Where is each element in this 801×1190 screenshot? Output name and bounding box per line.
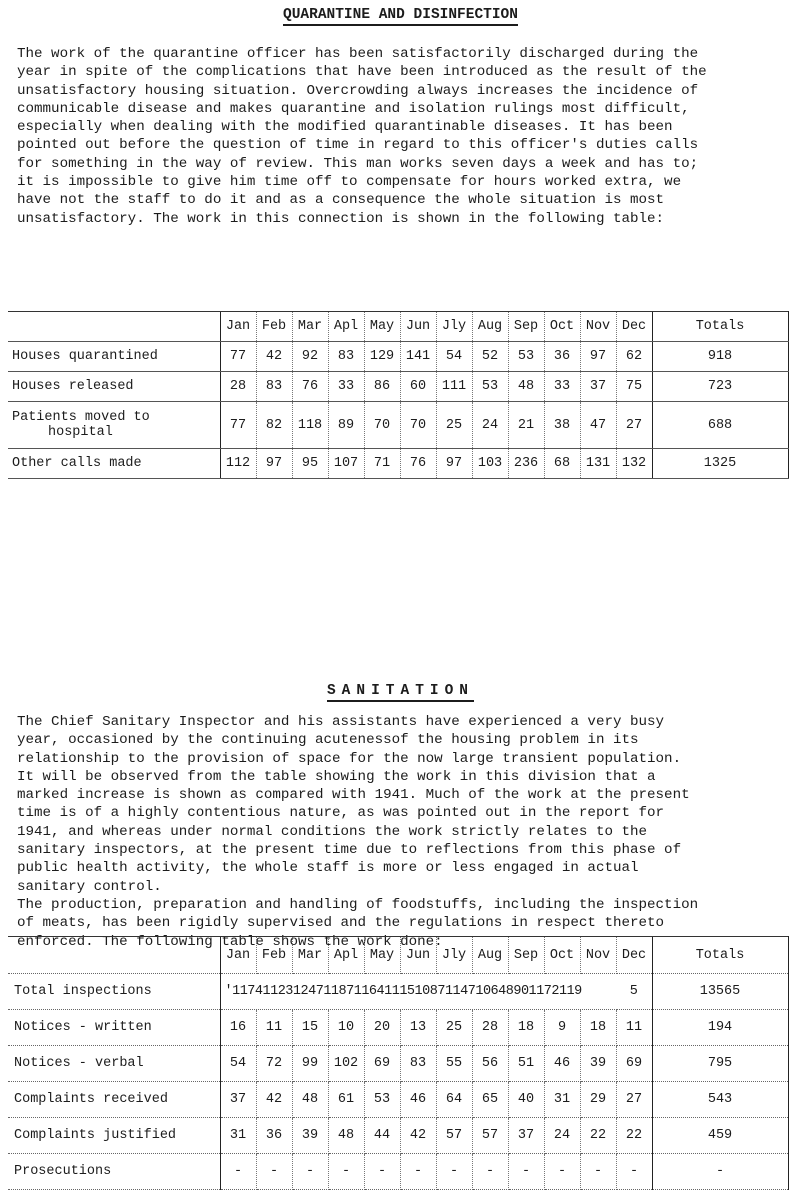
cell: - bbox=[472, 1154, 508, 1190]
month-header: May bbox=[364, 937, 400, 974]
total-cell: 918 bbox=[652, 342, 788, 372]
cell: 33 bbox=[544, 372, 580, 402]
merged-inspection-values: '1174112312471187116411151087114710648901172119 bbox=[220, 974, 616, 1010]
cell: 11 bbox=[616, 1010, 652, 1046]
sanitation-heading: SANITATION bbox=[0, 683, 801, 699]
cell: 72 bbox=[256, 1046, 292, 1082]
cell: - bbox=[256, 1154, 292, 1190]
month-header: Oct bbox=[544, 312, 580, 342]
cell: 42 bbox=[256, 1082, 292, 1118]
month-header: Feb bbox=[256, 937, 292, 974]
month-header: Jly bbox=[436, 312, 472, 342]
cell: - bbox=[580, 1154, 616, 1190]
cell: 28 bbox=[220, 372, 256, 402]
cell: 42 bbox=[256, 342, 292, 372]
cell: 38 bbox=[544, 402, 580, 449]
cell: 89 bbox=[328, 402, 364, 449]
month-header: Sep bbox=[508, 937, 544, 974]
cell: 60 bbox=[400, 372, 436, 402]
cell: 11 bbox=[256, 1010, 292, 1046]
month-header: Aug bbox=[472, 312, 508, 342]
cell: 118 bbox=[292, 402, 328, 449]
table-header-row bbox=[8, 937, 788, 974]
cell: 97 bbox=[256, 449, 292, 479]
cell: 64 bbox=[436, 1082, 472, 1118]
total-cell: 723 bbox=[652, 372, 788, 402]
month-header: May bbox=[364, 312, 400, 342]
cell: 141 bbox=[400, 342, 436, 372]
cell: 29 bbox=[580, 1082, 616, 1118]
cell: 27 bbox=[616, 402, 652, 449]
cell: 25 bbox=[436, 402, 472, 449]
row-label-line: hospital bbox=[48, 425, 113, 440]
cell: 54 bbox=[436, 342, 472, 372]
cell: 24 bbox=[472, 402, 508, 449]
quarantine-table bbox=[8, 311, 789, 479]
row-label: Houses released bbox=[8, 372, 220, 402]
cell: 37 bbox=[508, 1118, 544, 1154]
cell: 37 bbox=[220, 1082, 256, 1118]
month-header: Jan bbox=[220, 937, 256, 974]
month-header: Aug bbox=[472, 937, 508, 974]
row-label-line: Patients moved to bbox=[12, 410, 150, 425]
cell: 37 bbox=[580, 372, 616, 402]
month-header: Jun bbox=[400, 312, 436, 342]
cell: 40 bbox=[508, 1082, 544, 1118]
month-header: Dec bbox=[616, 937, 652, 974]
cell: 36 bbox=[256, 1118, 292, 1154]
cell: 69 bbox=[616, 1046, 652, 1082]
month-header: Jun bbox=[400, 937, 436, 974]
cell: 97 bbox=[436, 449, 472, 479]
row-label: Prosecutions bbox=[8, 1154, 220, 1190]
cell: 39 bbox=[292, 1118, 328, 1154]
cell: 46 bbox=[544, 1046, 580, 1082]
row-label: Complaints justified bbox=[8, 1118, 220, 1154]
cell: 86 bbox=[364, 372, 400, 402]
cell: 53 bbox=[508, 342, 544, 372]
cell: 46 bbox=[400, 1082, 436, 1118]
cell: 82 bbox=[256, 402, 292, 449]
table-row bbox=[8, 974, 788, 1010]
sanitation-paragraph: The Chief Sanitary Inspector and his assistants have experienced a very busy year, occasioned by the continuing acutenessof the housing problem in its relationship to the provision of space for the now large transient population. It will be observed from the table showing the work in this division that a marked increase is shown as compared with 1941. Much of the work at the present time is of a highly contentious nature, as was pointed out in the report for 1941, and whereas under normal conditions the work strictly relates to the sanitary inspectors, at the present time due to reflections from this phase of public health activity, the whole staff is more or less engaged in actual sanitary control. The production, preparation and handling of foodstuffs, including the inspection of meats, has been rigidly supervised and the regulations in respect thereto enforced. The following table shows the work done: bbox=[17, 714, 699, 950]
cell: 31 bbox=[220, 1118, 256, 1154]
cell: 70 bbox=[400, 402, 436, 449]
cell: 48 bbox=[508, 372, 544, 402]
cell: 51 bbox=[508, 1046, 544, 1082]
cell: 21 bbox=[508, 402, 544, 449]
cell: - bbox=[400, 1154, 436, 1190]
table-row bbox=[8, 1082, 788, 1118]
cell: 48 bbox=[292, 1082, 328, 1118]
table-row bbox=[8, 1010, 788, 1046]
month-header: Jan bbox=[220, 312, 256, 342]
month-header: Apl bbox=[328, 312, 364, 342]
cell: 236 bbox=[508, 449, 544, 479]
total-cell: 543 bbox=[652, 1082, 788, 1118]
cell: 39 bbox=[580, 1046, 616, 1082]
cell: 70 bbox=[364, 402, 400, 449]
month-header: Mar bbox=[292, 312, 328, 342]
cell: 129 bbox=[364, 342, 400, 372]
cell: - bbox=[364, 1154, 400, 1190]
cell: - bbox=[616, 1154, 652, 1190]
cell: 68 bbox=[544, 449, 580, 479]
total-cell: 1325 bbox=[652, 449, 788, 479]
month-header: Mar bbox=[292, 937, 328, 974]
cell: 131 bbox=[580, 449, 616, 479]
cell: - bbox=[292, 1154, 328, 1190]
table-row bbox=[8, 402, 788, 449]
row-label: Total inspections bbox=[8, 974, 220, 1010]
cell: - bbox=[328, 1154, 364, 1190]
quarantine-heading: QUARANTINE AND DISINFECTION bbox=[0, 7, 801, 23]
cell: 33 bbox=[328, 372, 364, 402]
cell: 99 bbox=[292, 1046, 328, 1082]
cell: - bbox=[508, 1154, 544, 1190]
cell: 111 bbox=[436, 372, 472, 402]
cell: 132 bbox=[616, 449, 652, 479]
cell: 61 bbox=[328, 1082, 364, 1118]
cell: - bbox=[220, 1154, 256, 1190]
row-label: Notices - written bbox=[8, 1010, 220, 1046]
cell: 71 bbox=[364, 449, 400, 479]
cell: 53 bbox=[364, 1082, 400, 1118]
cell: 16 bbox=[220, 1010, 256, 1046]
cell: 53 bbox=[472, 372, 508, 402]
cell: 62 bbox=[616, 342, 652, 372]
cell: 22 bbox=[580, 1118, 616, 1154]
cell: 69 bbox=[364, 1046, 400, 1082]
cell: - bbox=[544, 1154, 580, 1190]
month-header: Nov bbox=[580, 312, 616, 342]
table-row bbox=[8, 1154, 788, 1190]
cell: 20 bbox=[364, 1010, 400, 1046]
cell: 52 bbox=[472, 342, 508, 372]
cell: 31 bbox=[544, 1082, 580, 1118]
quarantine-paragraph: The work of the quarantine officer has been satisfactorily discharged during the year in spite of the complications that have been introduced as the result of the unsatisfactory housing situation. Overcrowding always increases the incidence of communicable disease and makes quarantine and isolation rulings most difficult, especially when dealing with the modified quarantinable diseases. It has been pointed out before the question of time in regard to this officer's duties calls for something in the way of review. This man works seven days a week and has to; it is impossible to give him time off to compensate for hours worked extra, we have not the staff to do it and as a consequence the whole situation is most unsatisfactory. The work in this connection is shown in the following table: bbox=[17, 46, 707, 227]
cell: 92 bbox=[292, 342, 328, 372]
cell: 56 bbox=[472, 1046, 508, 1082]
month-header: Dec bbox=[616, 312, 652, 342]
cell: 48 bbox=[328, 1118, 364, 1154]
cell: - bbox=[436, 1154, 472, 1190]
cell: 13 bbox=[400, 1010, 436, 1046]
row-label: Notices - verbal bbox=[8, 1046, 220, 1082]
cell: 28 bbox=[472, 1010, 508, 1046]
cell: 75 bbox=[616, 372, 652, 402]
cell: 77 bbox=[220, 402, 256, 449]
total-cell: 13565 bbox=[652, 974, 788, 1010]
total-cell: 795 bbox=[652, 1046, 788, 1082]
cell: 24 bbox=[544, 1118, 580, 1154]
total-cell: - bbox=[652, 1154, 788, 1190]
cell: 57 bbox=[472, 1118, 508, 1154]
cell: 27 bbox=[616, 1082, 652, 1118]
cell: 95 bbox=[292, 449, 328, 479]
sanitation-table bbox=[8, 936, 789, 1190]
month-header: Feb bbox=[256, 312, 292, 342]
table-header-row bbox=[8, 312, 788, 342]
row-label: Houses quarantined bbox=[8, 342, 220, 372]
table-row bbox=[8, 372, 788, 402]
cell: 83 bbox=[400, 1046, 436, 1082]
cell: 76 bbox=[400, 449, 436, 479]
totals-header: Totals bbox=[652, 937, 788, 974]
cell: 97 bbox=[580, 342, 616, 372]
month-header: Jly bbox=[436, 937, 472, 974]
total-cell: 688 bbox=[652, 402, 788, 449]
table-row bbox=[8, 449, 788, 479]
cell: 22 bbox=[616, 1118, 652, 1154]
cell: 54 bbox=[220, 1046, 256, 1082]
row-label: Complaints received bbox=[8, 1082, 220, 1118]
cell: 18 bbox=[580, 1010, 616, 1046]
totals-header: Totals bbox=[652, 312, 788, 342]
cell: 83 bbox=[328, 342, 364, 372]
cell: 57 bbox=[436, 1118, 472, 1154]
cell: 112 bbox=[220, 449, 256, 479]
cell: 18 bbox=[508, 1010, 544, 1046]
cell: 107 bbox=[328, 449, 364, 479]
cell: 47 bbox=[580, 402, 616, 449]
cell: 44 bbox=[364, 1118, 400, 1154]
month-header: Sep bbox=[508, 312, 544, 342]
row-label: Other calls made bbox=[8, 449, 220, 479]
cell: 9 bbox=[544, 1010, 580, 1046]
cell: 42 bbox=[400, 1118, 436, 1154]
table-row bbox=[8, 1046, 788, 1082]
cell: 83 bbox=[256, 372, 292, 402]
cell: 103 bbox=[472, 449, 508, 479]
month-header: Oct bbox=[544, 937, 580, 974]
cell: 55 bbox=[436, 1046, 472, 1082]
cell: 65 bbox=[472, 1082, 508, 1118]
row-label bbox=[8, 402, 220, 449]
total-cell: 459 bbox=[652, 1118, 788, 1154]
table-row bbox=[8, 1118, 788, 1154]
month-header: Nov bbox=[580, 937, 616, 974]
cell: 5 bbox=[616, 974, 652, 1010]
cell: 15 bbox=[292, 1010, 328, 1046]
month-header: Apl bbox=[328, 937, 364, 974]
table-row bbox=[8, 342, 788, 372]
cell: 10 bbox=[328, 1010, 364, 1046]
cell: 36 bbox=[544, 342, 580, 372]
cell: 76 bbox=[292, 372, 328, 402]
total-cell: 194 bbox=[652, 1010, 788, 1046]
cell: 102 bbox=[328, 1046, 364, 1082]
cell: 77 bbox=[220, 342, 256, 372]
cell: 25 bbox=[436, 1010, 472, 1046]
